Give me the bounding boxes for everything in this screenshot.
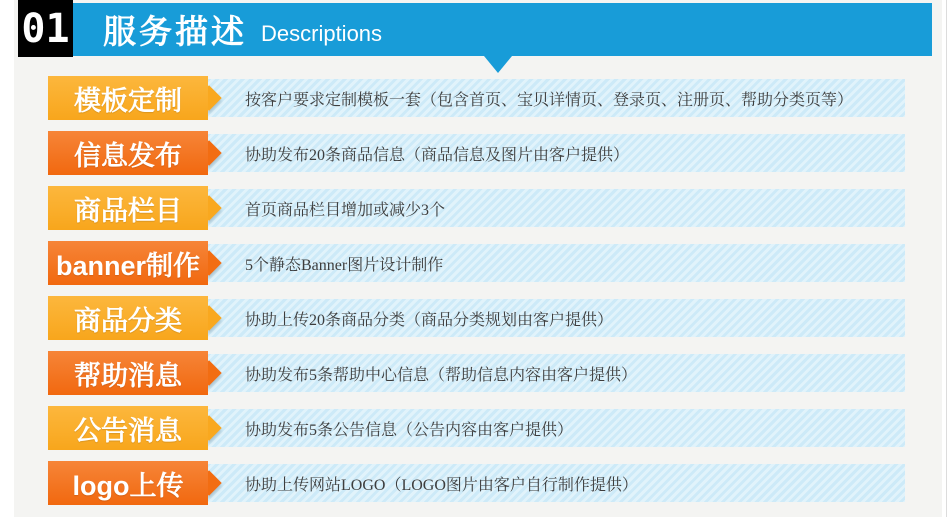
service-label-text: banner制作 [55, 250, 201, 281]
service-description-text: 协助上传网站LOGO（LOGO图片由客户自行制作提供） [245, 476, 638, 494]
service-label-text: logo上传 [72, 470, 184, 501]
service-rows [48, 76, 942, 516]
service-label-tag [48, 296, 208, 340]
service-description-text: 协助发布20条商品信息（商品信息及图片由客户提供） [245, 146, 630, 164]
page-right-border [946, 0, 947, 517]
section-title: 服务描述 [103, 13, 247, 50]
service-description-bar [207, 354, 905, 392]
service-description-bar [207, 79, 905, 117]
section-header-banner [73, 3, 932, 56]
section-number: 01 [21, 5, 70, 52]
service-row [48, 461, 942, 505]
service-description-text: 5个静态Banner图片设计制作 [245, 256, 444, 274]
service-label-tag [48, 186, 208, 230]
service-description-text: 协助发布5条公告信息（公告内容由客户提供） [245, 421, 574, 439]
service-label-tag [48, 461, 208, 505]
service-row [48, 296, 942, 340]
service-label-text: 模板定制 [74, 85, 182, 116]
service-description-bar [207, 134, 905, 172]
service-description-text: 协助上传20条商品分类（商品分类规划由客户提供） [245, 311, 614, 329]
service-row [48, 351, 942, 395]
banner-notch-triangle-icon [484, 56, 512, 73]
service-description-text: 协助发布5条帮助中心信息（帮助信息内容由客户提供） [245, 366, 638, 384]
service-row [48, 406, 942, 450]
service-row [48, 131, 942, 175]
service-description-bar [207, 409, 905, 447]
service-label-text: 商品栏目 [74, 195, 182, 226]
section-number-badge [18, 0, 73, 57]
service-row [48, 76, 942, 120]
service-label-tag [48, 351, 208, 395]
service-label-text: 帮助消息 [74, 360, 182, 391]
service-description-text: 首页商品栏目增加或减少3个 [245, 201, 446, 219]
service-description-bar [207, 299, 905, 337]
section-subtitle: Descriptions [261, 20, 383, 46]
service-description-bar [207, 464, 905, 502]
service-row [48, 186, 942, 230]
service-label-text: 信息发布 [74, 140, 182, 171]
service-description-text: 按客户要求定制模板一套（包含首页、宝贝详情页、登录页、注册页、帮助分类页等） [245, 91, 854, 109]
service-label-tag [48, 76, 208, 120]
service-label-tag [48, 406, 208, 450]
service-label-tag [48, 131, 208, 175]
service-description-bar [207, 244, 905, 282]
service-row [48, 241, 942, 285]
service-label-text: 公告消息 [74, 415, 182, 446]
service-description-bar [207, 189, 905, 227]
service-label-text: 商品分类 [74, 305, 182, 336]
service-label-tag [48, 241, 208, 285]
